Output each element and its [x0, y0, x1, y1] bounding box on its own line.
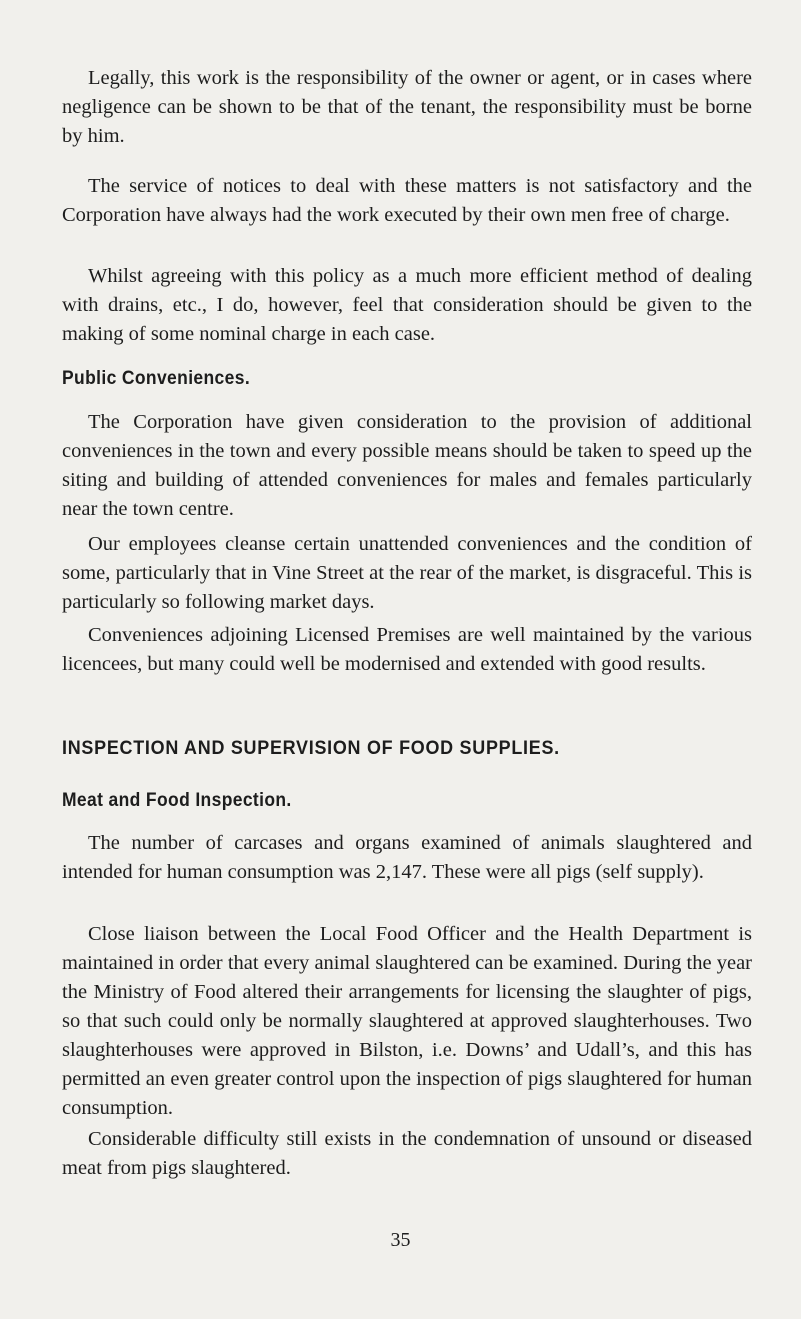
heading-meat-food-inspection: Meat and Food Inspection.: [62, 790, 292, 811]
paragraph-additional-conveniences: The Corporation have given consideration to the provision of additional conveniences in the town and every possible means should be taken to speed up the siting and building of attended conveniences for males and females particularly near the town centre.: [62, 411, 752, 520]
paragraph-licensed-premises: Conveniences adjoining Licensed Premises are well maintained by the various licencees, but many could well be modernised and extended with good results.: [62, 624, 752, 675]
paragraph-unattended-conveniences: Our employees cleanse certain unattended conveniences and the condition of some, particularly that in Vine Street at the rear of the market, is disgraceful. This is particularly so following market days.: [62, 533, 752, 613]
heading-inspection-food-supplies: INSPECTION AND SUPERVISION OF FOOD SUPPLIES.: [62, 737, 560, 759]
paragraph-service-of-notices: The service of notices to deal with these matters is not satisfactory and the Corporation have always had the work executed by their own men free of charge.: [62, 175, 752, 226]
paragraph-condemnation: Considerable difficulty still exists in the condemnation of unsound or diseased meat from pigs slaughtered.: [62, 1128, 752, 1179]
heading-public-conveniences: Public Conveniences.: [62, 368, 251, 389]
paragraph-carcases-examined: The number of carcases and organs examined of animals slaughtered and intended for human consumption was 2,147. These were all pigs (self supply).: [62, 832, 752, 883]
paragraph-responsibility: Legally, this work is the responsibility of the owner or agent, or in cases where negligence can be shown to be that of the tenant, the responsibility must be borne by him.: [62, 67, 752, 147]
page-number: 35: [390, 1229, 411, 1251]
paragraph-nominal-charge: Whilst agreeing with this policy as a much more efficient method of dealing with drains, etc., I do, however, feel that consideration should be given to the making of some nominal charge in each case.: [62, 265, 752, 345]
paragraph-close-liaison: Close liaison between the Local Food Officer and the Health Department is maintained in order that every animal slaughtered can be examined. During the year the Ministry of Food altered their arrangements for licensing the slaughter of pigs, so that such could only be normally slaughtered at approved slaughterhouses. Two slaughterhouses were approved in Bilston, i.e. Downs’ and Udall’s, and this has permitted an even greater control upon the inspection of pigs slaughtered for human consumption.: [62, 923, 752, 1119]
